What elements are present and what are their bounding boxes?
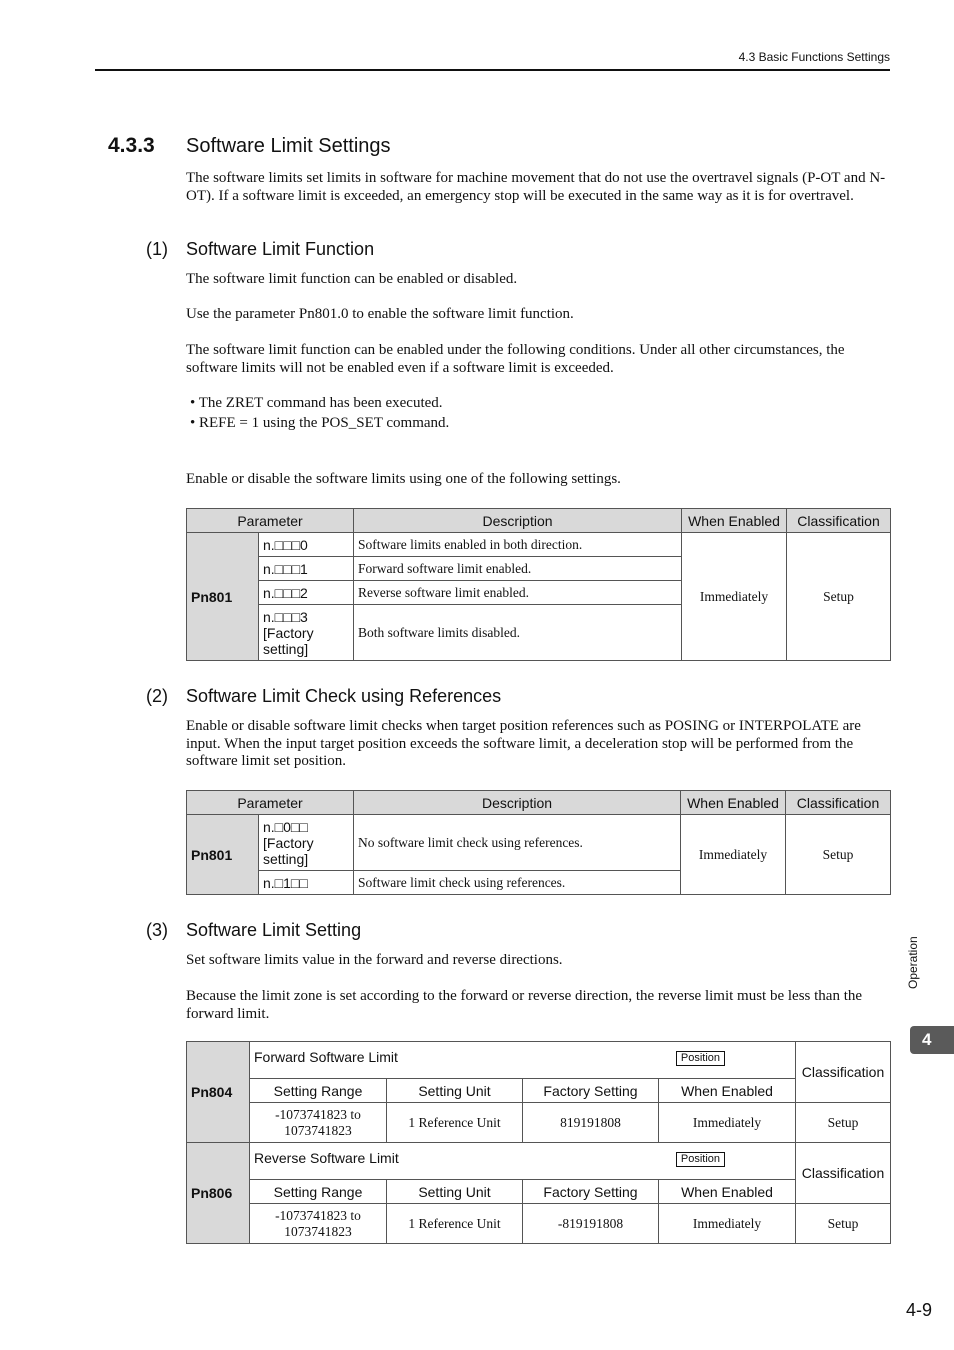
sub1-bullet-1: • The ZRET command has been executed. — [190, 395, 443, 411]
param-code: n.□□□3 — [263, 608, 308, 625]
when-enabled-cell: Immediately — [681, 815, 786, 895]
param-description: Both software limits disabled. — [354, 605, 682, 661]
when-enabled-header: When Enabled — [659, 1079, 796, 1103]
col-header-when-enabled: When Enabled — [682, 509, 787, 533]
subsection-3-title: Software Limit Setting — [186, 920, 362, 940]
classification-cell: Setup — [787, 533, 891, 661]
param-description: Software limits enabled in both direction. — [354, 533, 682, 557]
col-header-parameter: Parameter — [187, 791, 354, 815]
param-code-factory — [259, 815, 354, 871]
when-enabled-value: Immediately — [659, 1204, 796, 1244]
factory-note: [Factory setting] — [263, 624, 314, 657]
sub2-paragraph-1: Enable or disable software limit checks when target position references such as POSING or INTERPOLATE are input. When the input target position exceeds the software limit, a deceleration stop will be performed from the software limit set position. — [186, 718, 861, 769]
position-badge: Position — [676, 1152, 725, 1167]
pn801-limit-table — [186, 508, 891, 661]
param-code-factory — [259, 605, 354, 661]
classification-value: Setup — [796, 1204, 891, 1244]
setting-range-header: Setting Range — [250, 1079, 387, 1103]
sub1-bullet-2: • REFE = 1 using the POS_SET command. — [190, 415, 450, 431]
param-description: Reverse software limit enabled. — [354, 581, 682, 605]
pn801-check-table — [186, 790, 891, 895]
factory-note: [Factory setting] — [263, 834, 314, 867]
param-cell: Pn806 — [187, 1143, 250, 1244]
sub3-paragraph-1: Set software limits value in the forward and reverse directions. — [186, 952, 563, 968]
factory-setting-header: Factory Setting — [523, 1180, 659, 1204]
factory-setting-value: 819191808 — [523, 1103, 659, 1143]
when-enabled-header: When Enabled — [659, 1180, 796, 1204]
param-name-cell — [250, 1042, 796, 1079]
param-code: n.□□□0 — [259, 533, 354, 557]
factory-setting-value: -819191808 — [523, 1204, 659, 1244]
param-description: No software limit check using references. — [354, 815, 681, 871]
classification-cell: Setup — [786, 815, 891, 895]
header-rule — [95, 69, 890, 71]
param-code: n.□□□1 — [259, 557, 354, 581]
param-cell: Pn801 — [187, 533, 259, 661]
classification-value: Setup — [796, 1103, 891, 1143]
section-title: Software Limit Settings — [186, 135, 391, 157]
section-intro: The software limits set limits in software for machine movement that do not use the overtravel signals (P-OT and N-OT). If a software limit is exceeded, an emergency stop will be executed in the same way as it is for overtravel. — [186, 170, 886, 204]
subsection-1-number: (1) — [146, 239, 168, 259]
subsection-2-number: (2) — [146, 686, 168, 706]
param-name: Forward Software Limit — [254, 1049, 398, 1065]
param-code: n.□□□2 — [259, 581, 354, 605]
col-header-description: Description — [354, 791, 681, 815]
setting-unit-header: Setting Unit — [387, 1180, 523, 1204]
section-number: 4.3.3 — [108, 134, 155, 157]
param-code: n.□0□□ — [263, 818, 308, 835]
when-enabled-value: Immediately — [659, 1103, 796, 1143]
position-badge: Position — [676, 1051, 725, 1066]
sub1-paragraph-2: Use the parameter Pn801.0 to enable the software limit function. — [186, 306, 574, 322]
running-header: 4.3 Basic Functions Settings — [738, 50, 890, 64]
param-name-cell — [250, 1143, 796, 1180]
col-header-classification: Classification — [787, 509, 891, 533]
param-description: Software limit check using references. — [354, 871, 681, 895]
param-cell: Pn801 — [187, 815, 259, 895]
param-description: Forward software limit enabled. — [354, 557, 682, 581]
chapter-tab: 4 — [910, 1026, 954, 1054]
sub1-paragraph-1: The software limit function can be enabled or disabled. — [186, 271, 518, 287]
col-header-classification: Classification — [786, 791, 891, 815]
col-header-description: Description — [354, 509, 682, 533]
col-header-when-enabled: When Enabled — [681, 791, 786, 815]
sub3-paragraph-2: Because the limit zone is set according to the forward or reverse direction, the reverse limit must be less than the forward limit. — [186, 988, 863, 1022]
subsection-2-title: Software Limit Check using References — [186, 686, 502, 706]
param-cell: Pn804 — [187, 1042, 250, 1143]
setting-unit-value: 1 Reference Unit — [387, 1103, 523, 1143]
classification-header: Classification — [796, 1042, 891, 1103]
when-enabled-cell: Immediately — [682, 533, 787, 661]
setting-unit-header: Setting Unit — [387, 1079, 523, 1103]
sub1-paragraph-4: Enable or disable the software limits using one of the following settings. — [186, 471, 621, 487]
setting-range-header: Setting Range — [250, 1180, 387, 1204]
factory-setting-header: Factory Setting — [523, 1079, 659, 1103]
software-limit-setting-table — [186, 1041, 891, 1244]
classification-header: Classification — [796, 1143, 891, 1204]
setting-range-value: -1073741823 to 1073741823 — [250, 1103, 387, 1143]
sub1-paragraph-3: The software limit function can be enabled under the following conditions. Under all other circumstances, the software limits will not be enabled even if a software limit is exceeded. — [186, 342, 845, 376]
page-number: 4-9 — [905, 1300, 932, 1320]
side-chapter-label: Operation — [906, 936, 920, 989]
param-code: n.□1□□ — [259, 871, 354, 895]
col-header-parameter: Parameter — [187, 509, 354, 533]
setting-unit-value: 1 Reference Unit — [387, 1204, 523, 1244]
subsection-1-title: Software Limit Function — [186, 239, 375, 259]
param-name: Reverse Software Limit — [254, 1150, 399, 1166]
subsection-3-number: (3) — [146, 920, 168, 940]
setting-range-value: -1073741823 to 1073741823 — [250, 1204, 387, 1244]
